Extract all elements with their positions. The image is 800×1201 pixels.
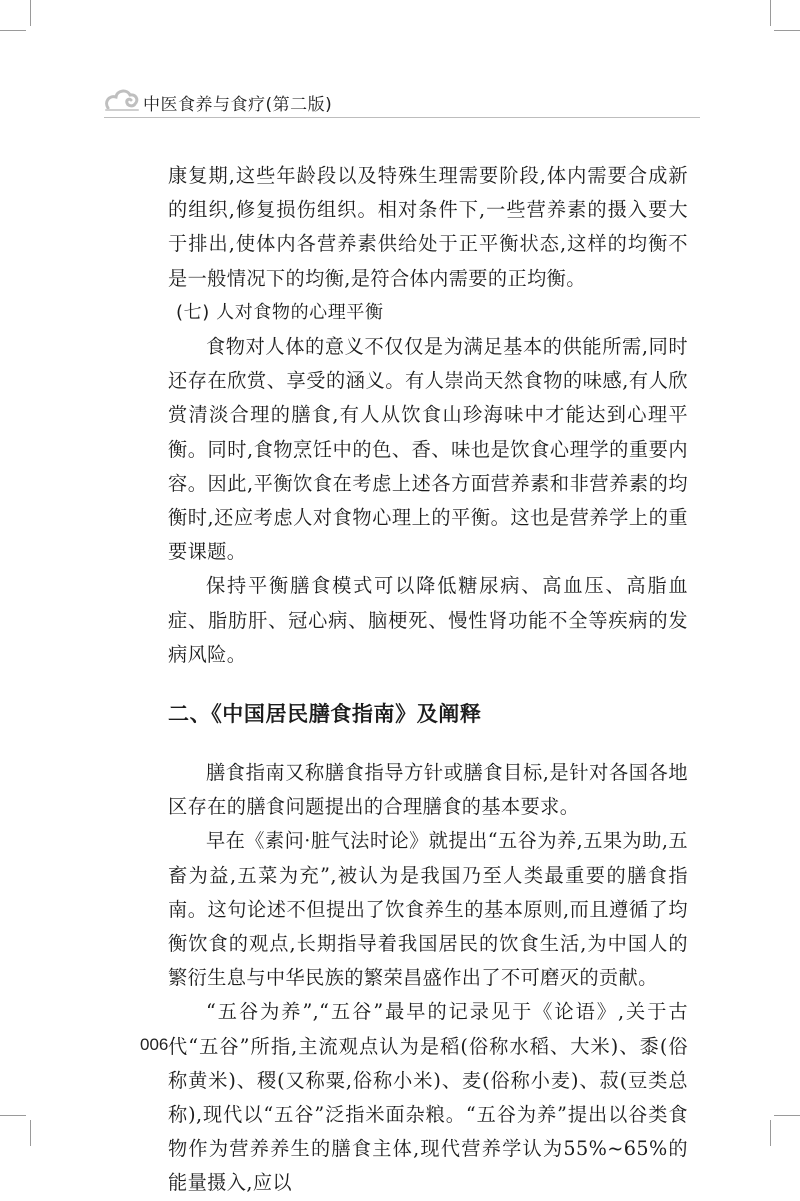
crop-mark: [770, 0, 771, 26]
crop-mark: [774, 1115, 800, 1116]
section-heading: 二、《中国居民膳食指南》及阐释: [168, 702, 482, 727]
running-header-title: 中医食养与食疗(第二版): [143, 95, 333, 115]
crop-mark: [770, 1120, 771, 1146]
header-rule: [104, 117, 700, 118]
paragraph: “五谷为养”,“五谷”最早的记录见于《论语》,关于古代“五谷”所指,主流观点认为是稻(俗称水稻、大米)、黍(俗称黄米)、稷(又称粟,俗称小米)、麦(俗称小麦)、菽(豆类总称),现代以“五谷”泛指米面杂粮。“五谷为养”提出以谷类食物作为营养养生的膳食主体,现代营养学认为55%~65%的能量摄入,应以: [168, 1000, 688, 1195]
page-number: 006: [140, 1035, 169, 1054]
paragraph: 早在《素问·脏气法时论》就提出“五谷为养,五果为助,五畜为益,五菜为充”,被认为是我国乃至人类最重要的膳食指南。这句论述不但提出了饮食养生的基本原则,而且遵循了均衡饮食的观点,长期指导着我国居民的饮食生活,为中国人的繁衍生息与中华民族的繁荣昌盛作出了不可磨灭的贡献。: [168, 829, 688, 990]
crop-mark: [30, 1120, 31, 1146]
subsection-heading: (七) 人对食物的心理平衡: [176, 301, 384, 323]
crop-mark: [30, 0, 31, 26]
crop-mark: [0, 30, 26, 31]
paragraph: 保持平衡膳食模式可以降低糖尿病、高血压、高脂血症、脂肪肝、冠心病、脑梗死、慢性肾功能不全等疾病的发病风险。: [168, 574, 688, 666]
crop-mark: [774, 30, 800, 31]
paragraph: 膳食指南又称膳食指导方针或膳食目标,是针对各国各地区存在的膳食问题提出的合理膳食的基本要求。: [168, 761, 688, 819]
paragraph: 康复期,这些年龄段以及特殊生理需要阶段,体内需要合成新的组织,修复损伤组织。相对条件下,一些营养素的摄入要大于排出,使体内各营养素供给处于正平衡状态,这样的均衡不是一般情况下的均衡,是符合体内需要的正均衡。: [168, 164, 688, 290]
paragraph: 食物对人体的意义不仅仅是为满足基本的供能所需,同时还存在欣赏、享受的涵义。有人崇尚天然食物的味感,有人欣赏清淡合理的膳食,有人从饮食山珍海味中才能达到心理平衡。同时,食物烹饪中的色、香、味也是饮食心理学的重要内容。因此,平衡饮食在考虑上述各方面营养素和非营养素的均衡时,还应考虑人对食物心理上的平衡。这也是营养学上的重要课题。: [168, 335, 688, 564]
cloud-swirl-icon: [104, 86, 140, 114]
page-body: [168, 159, 688, 1201]
crop-mark: [0, 1115, 26, 1116]
